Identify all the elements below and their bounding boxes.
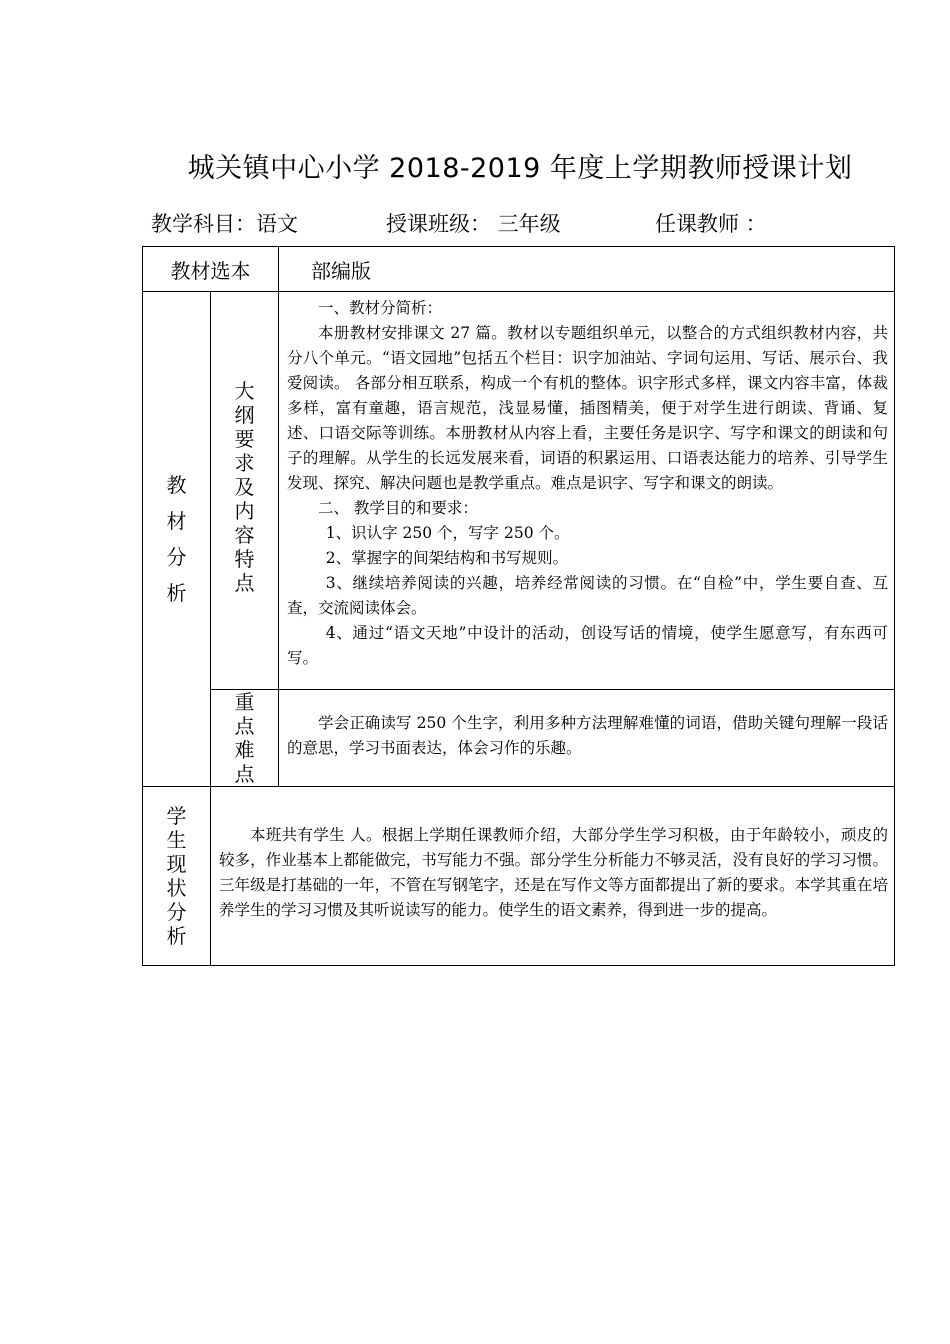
outline-label: 大 纲 要 求 及 内 容 特 点 xyxy=(211,292,279,690)
outline-paragraph: 4、通过“语文天地”中设计的活动，创设写话的情境，使学生愿意写，有东西可写。 xyxy=(287,624,888,667)
teacher-label: 任课教师 ： xyxy=(655,212,767,236)
students-content xyxy=(211,787,895,966)
students-label: 学 生 现 状 分 析 xyxy=(143,787,211,966)
outline-paragraph: 3、继续培养阅读的兴趣，培养经常阅读的习惯。在“自检”中，学生要自查、互查，交流阅读体会。 xyxy=(287,574,888,617)
key-row xyxy=(143,690,895,787)
textbook-label: 教材选本 xyxy=(143,247,279,292)
class-label: 授课班级： 三年级 xyxy=(386,212,561,236)
key-content xyxy=(279,690,895,787)
outline-paragraph: 一、教材分简析： xyxy=(318,299,443,317)
analysis-label: 教 材 分 析 xyxy=(143,292,211,787)
outline-paragraph: 本册教材安排课文 27 篇。教材以专题组织单元，以整合的方式组织教材内容，共分八个单元。“语文园地”包括五个栏目：识字加油站、字词句运用、写话、展示台、我爱阅读。 各部分相互联系，构成一个有机的整体。识字形式多样，课文内容丰富，体裁多样，富有童趣，语言规范，浅显易懂，插图精美，便于对学生进行朗读、背诵、复述、口语交际等训练。本册教材从内容上看，主要任务是识字、写字和课文的朗读和句子的理解。从学生的长远发展来看，词语的积累运用、口语表达能力的培养、引导学生发现、探究、解决问题也是教学重点。难点是识字、写字和课文的朗读。 xyxy=(287,324,888,492)
students-text: 本班共有学生 人。根据上学期任课教师介绍，大部分学生学习积极，由于年龄较小，顽皮的较多，作业基本上都能做完，书写能力不强。部分学生分析能力不够灵活，没有良好的学习习惯。三年级是打基础的一年，不管在写钢笔字，还是在写作文等方面都提出了新的要求。本学其重在培养学生的学习习惯及其听说读写的能力。使学生的语文素养，得到进一步的提高。 xyxy=(219,826,888,919)
page-title: 城关镇中心小学 2018-2019 年度上学期教师授课计划 xyxy=(187,153,853,184)
plan-table xyxy=(142,246,895,966)
key-text: 学会正确读写 250 个生字，利用多种方法理解难懂的词语，借助关键句理解一段话的意思，学习书面表达，体会习作的乐趣。 xyxy=(287,714,888,757)
textbook-value: 部编版 xyxy=(279,247,895,292)
subject-label: 教学科目：语文 xyxy=(151,212,298,236)
outline-paragraph: 2、掌握字的间架结构和书写规则。 xyxy=(325,549,569,567)
students-row xyxy=(143,787,895,966)
key-label: 重 点 难 点 xyxy=(211,690,279,787)
outline-content xyxy=(279,292,895,690)
outline-row xyxy=(143,292,895,690)
outline-paragraph: 1、识认字 250 个，写字 250 个。 xyxy=(325,524,570,542)
textbook-row xyxy=(143,247,895,292)
outline-paragraph: 二、 教学目的和要求： xyxy=(318,499,478,517)
